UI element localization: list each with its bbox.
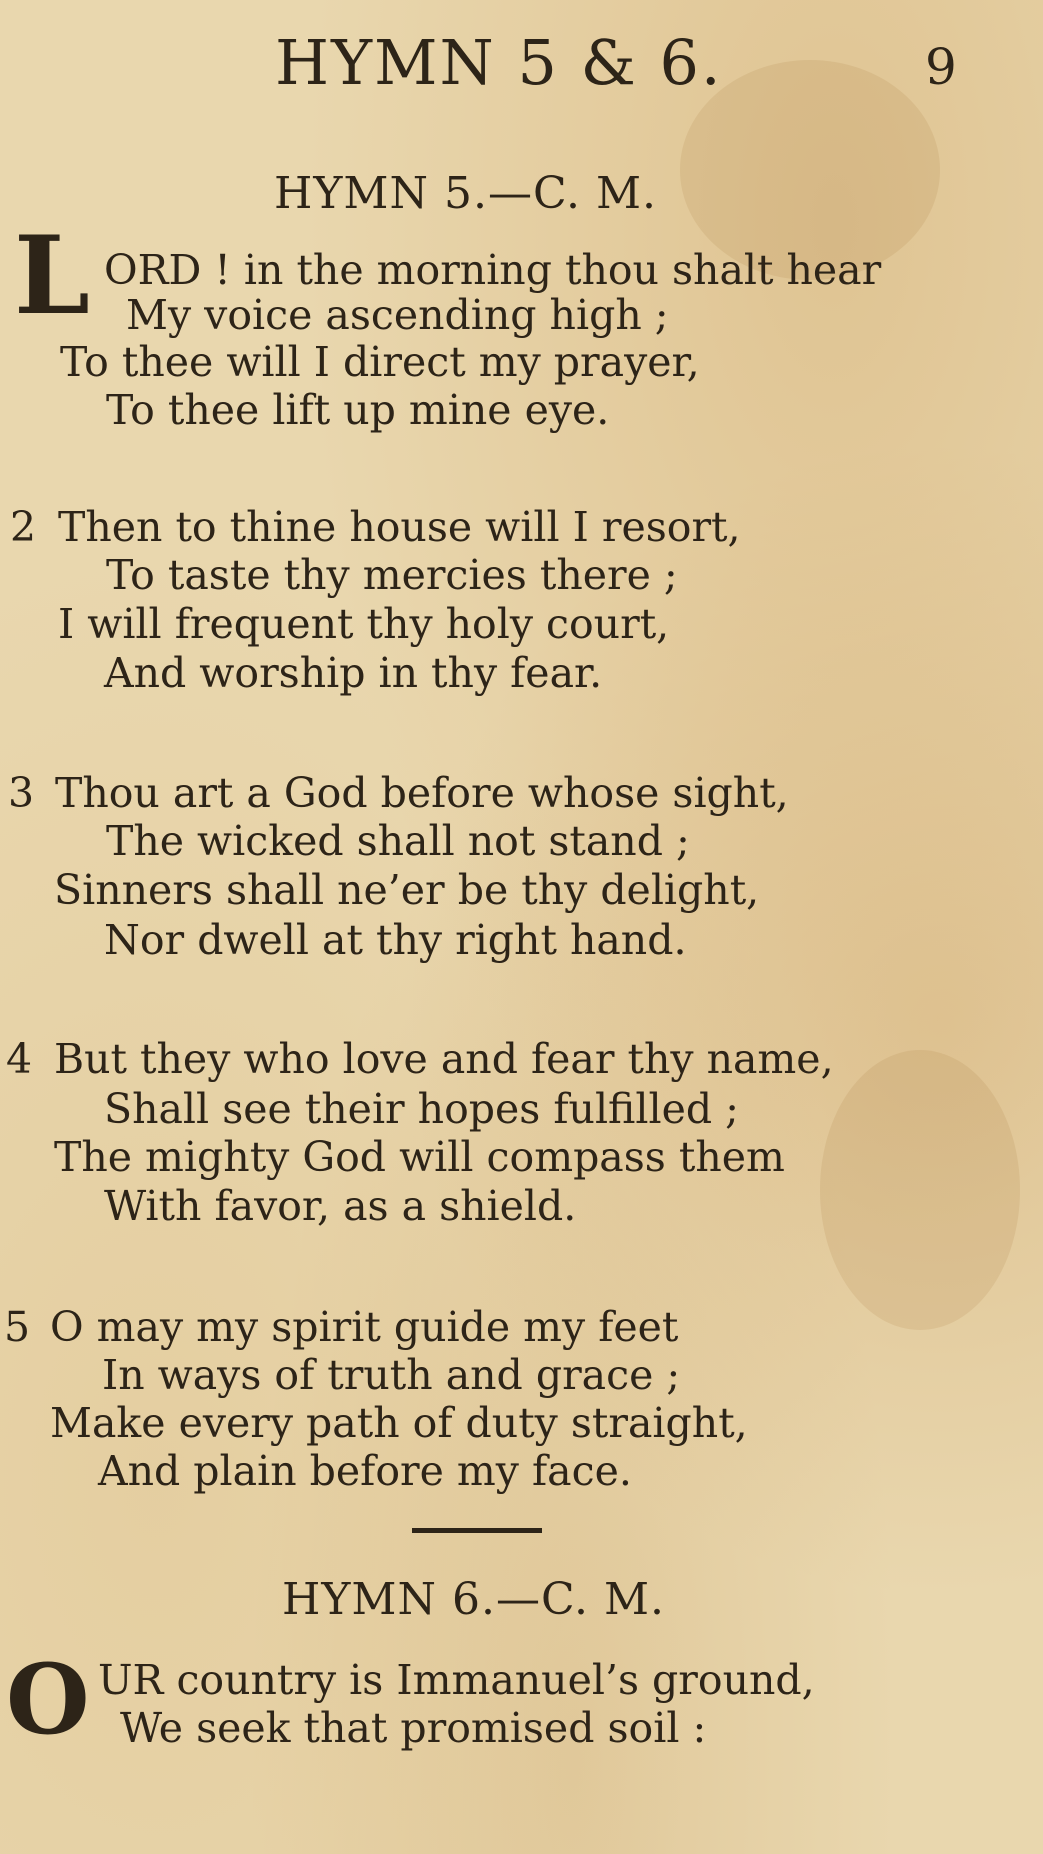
section-divider xyxy=(412,1528,542,1533)
hymn5-s2-line1: Then to thine house will I resort, xyxy=(58,503,741,551)
hymn5-s3-line4: Nor dwell at thy right hand. xyxy=(104,916,687,964)
hymn5-s3-number: 3 xyxy=(8,769,35,817)
hymn5-s5-line1: O may my spirit guide my feet xyxy=(50,1303,679,1351)
hymn5-s5-line3: Make every path of duty straight, xyxy=(50,1399,748,1447)
page-number: 9 xyxy=(925,38,957,96)
hymn5-s2-number: 2 xyxy=(10,503,37,551)
hymn5-s2-line2: To taste thy mercies there ; xyxy=(106,551,678,599)
hymn5-s4-number: 4 xyxy=(6,1035,33,1083)
hymn5-s5-line2: In ways of truth and grace ; xyxy=(102,1351,681,1399)
hymn5-s2-line4: And worship in thy fear. xyxy=(104,649,603,697)
drop-cap-l: L xyxy=(14,213,90,339)
hymn5-s1-line3: To thee will I direct my prayer, xyxy=(60,338,700,386)
hymn6-s1-line2: We seek that promised soil : xyxy=(120,1704,707,1752)
hymn5-s2-line3: I will frequent thy holy court, xyxy=(58,600,670,648)
hymn5-s4-line2: Shall see their hopes fulfilled ; xyxy=(104,1085,739,1133)
hymn6-s1-line1: UR country is Immanuel’s ground, xyxy=(98,1656,815,1704)
hymn5-s5-line4: And plain before my face. xyxy=(98,1447,632,1495)
hymn5-s1-line1: ORD ! in the morning thou shalt hear xyxy=(104,246,882,294)
hymn5-s3-line3: Sinners shall ne’er be thy delight, xyxy=(54,866,760,914)
hymn5-s4-line1: But they who love and fear thy name, xyxy=(54,1035,834,1083)
hymn5-s1-line2: My voice ascending high ; xyxy=(126,291,669,339)
hymn5-s5-number: 5 xyxy=(4,1303,31,1351)
hymn5-s3-line2: The wicked shall not stand ; xyxy=(106,817,690,865)
hymn5-s1-line4: To thee lift up mine eye. xyxy=(106,386,610,434)
hymn-5-heading: HYMN 5.—C. M. xyxy=(274,168,658,219)
hymn5-s3-line1: Thou art a God before whose sight, xyxy=(55,769,789,817)
hymn5-s4-line3: The mighty God will compass them xyxy=(54,1133,785,1181)
running-title: HYMN 5 & 6. xyxy=(275,26,723,99)
drop-cap-o: O xyxy=(6,1643,90,1756)
hymn-6-heading: HYMN 6.—C. M. xyxy=(282,1574,666,1625)
hymn5-s4-line4: With favor, as a shield. xyxy=(104,1182,577,1230)
paper-stain xyxy=(820,1050,1020,1330)
